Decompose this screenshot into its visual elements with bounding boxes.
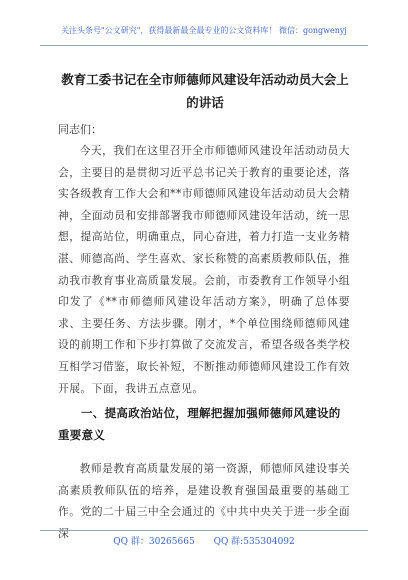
section-heading: 一、提高政治站位，理解把握加强师德师风建设的重要意义 [58,406,341,442]
footer-qq-group-1: QQ 群：30265665 [113,537,195,547]
footer-divider [40,530,368,531]
body-paragraph: 今天，我们在这里召开全市师德师风建设年活动动员大会，主要目的是贯彻习近平总书记关于教育的重要论述，落实各级教育工作大会和**市师德师风建设年活动动员大会精神，全面动员和安排部署我市师德师风建设年活动，统一思想，提高站位，明确重点，同心奋进，着力打造一支业务精湛、师德高尚、学生喜欢、家长称赞的高素质教师队伍，推动我市教育事业高质量发展。会前，市委教育工作领导小组印发了《**市师德师风建设年活动方案》，明确了总体要求、主要任务、方法步骤。刚才，*个单位围绕师德师风建设的前期工作和下步打算做了交流发言，希望各级各类学校互相学习借鉴，取长补短，不断推动师德师风建设工作有效开展。下面，我讲五点意见。 [58,144,350,395]
body-paragraph-2-block [58,458,350,540]
footer [40,536,368,548]
header-divider [40,45,368,46]
header-banner: 关注头条号"公文研究"，获得最新最全最专业的公文资料库！ 微信：gongwenyj [61,26,347,35]
body-paragraph-1-block [58,140,350,399]
document-title: 教育工委书记在全市师德师风建设年活动动员大会上的讲话 [61,72,349,110]
footer-qq-group-2: QQ 群:535304092 [213,537,295,547]
body-paragraph: 教师是教育高质量发展的第一资源，师德师风建设事关高素质教师队伍的培养，是建设教育强国最重要的基础工作。党的二十届三中全会通过的《中共中央关于进一步全面深 [58,462,350,540]
salutation: 同志们： [58,123,102,136]
